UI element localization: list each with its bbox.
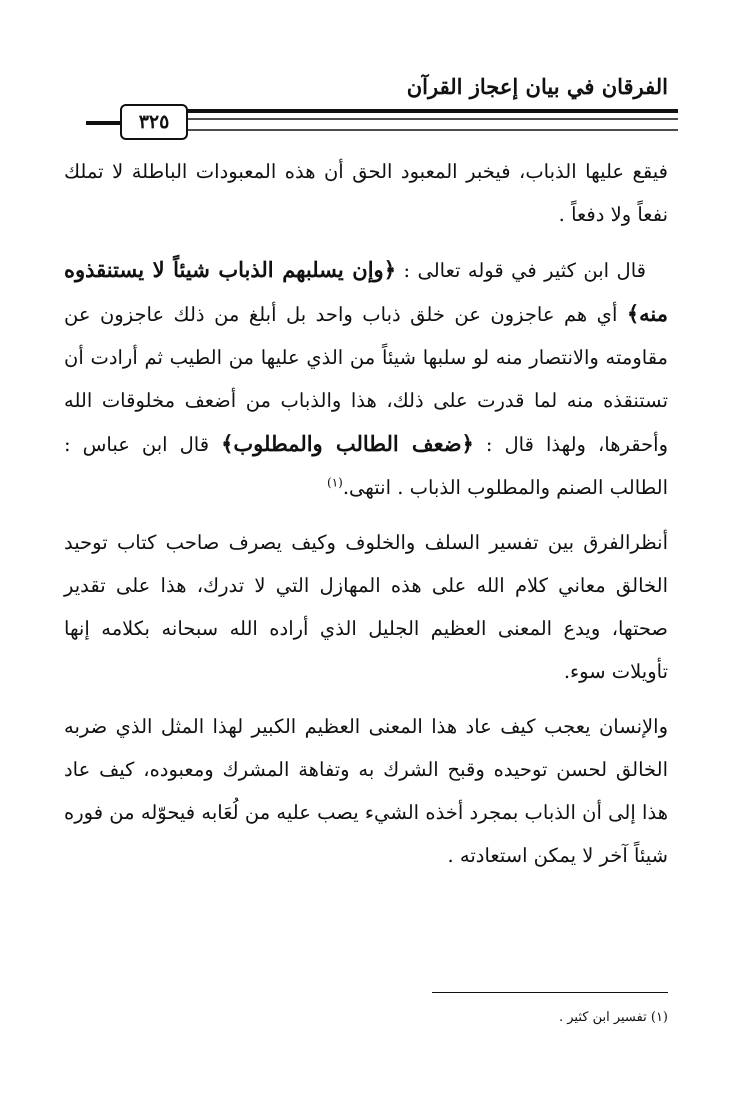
paragraph-2 [64,248,668,509]
paragraph-2-commentary: أي هم عاجزون عن خلق ذباب واحد بل أبلغ من ذلك عاجزون عن مقاومته والانتصار منه لو سلبها شيئاً من الذي عليها من الطيب ثم أرادت أن تستنقذه منه لما قدرت على ذلك، هذا والذباب من أضعف مخلوقات الله وأحقرها، ولهذا قال : [64,303,669,456]
paragraph-2-ending: قال ابن عباس : الطالب الصنم والمطلوب الذباب . انتهى. [64,433,668,499]
paragraph-2-intro: قال ابن كثير في قوله تعالى : [396,259,646,282]
paragraph-1: فيقع عليها الذباب، فيخبر المعبود الحق أن هذه المعبودات الباطلة لا تملك نفعاً ولا دفعاً . [64,160,668,226]
paragraph-4: والإنسان يعجب كيف عاد هذا المعنى العظيم الكبير لهذا المثل الذي ضربه الخالق لحسن توحيده وقبح الشرك به وتفاهة المشرك ومعبوده، كيف عاد هذا إلى أن الذباب بمجرد أخذه الشيء يصب عليه من لُعَابه فيحوّله من فوره شيئاً آخر لا يمكن استعادته . [64,715,668,867]
page-number [120,104,188,140]
running-title: الفرقان في بيان إعجاز القرآن [406,74,668,99]
paragraph-3: أنظرالفرق بين تفسير السلف والخلوف وكيف يصرف صاحب كتاب توحيد الخالق معاني كلام الله على هذه المهازل التي لا تدرك، هذا على تقدير صحتها، ويدع المعنى العظيم الجليل الذي أراده الله سبحانه بكلامه إنها تأويلات سوء. [64,531,668,683]
main-text [64,150,668,877]
footnote-reference: (١) [327,475,343,490]
footnote: (١) تفسير ابن كثير . [558,1010,668,1025]
footnote-rule [432,992,668,993]
page-number-text: ٣٢٥ [138,111,170,133]
quran-quote-2: ﴿ضعف الطالب والمطلوب﴾ [221,431,474,456]
quran-quote-1: ﴿وإن يسلبهم الذباب شيئاً لا يستنقذوه منه﴾ [64,257,668,326]
